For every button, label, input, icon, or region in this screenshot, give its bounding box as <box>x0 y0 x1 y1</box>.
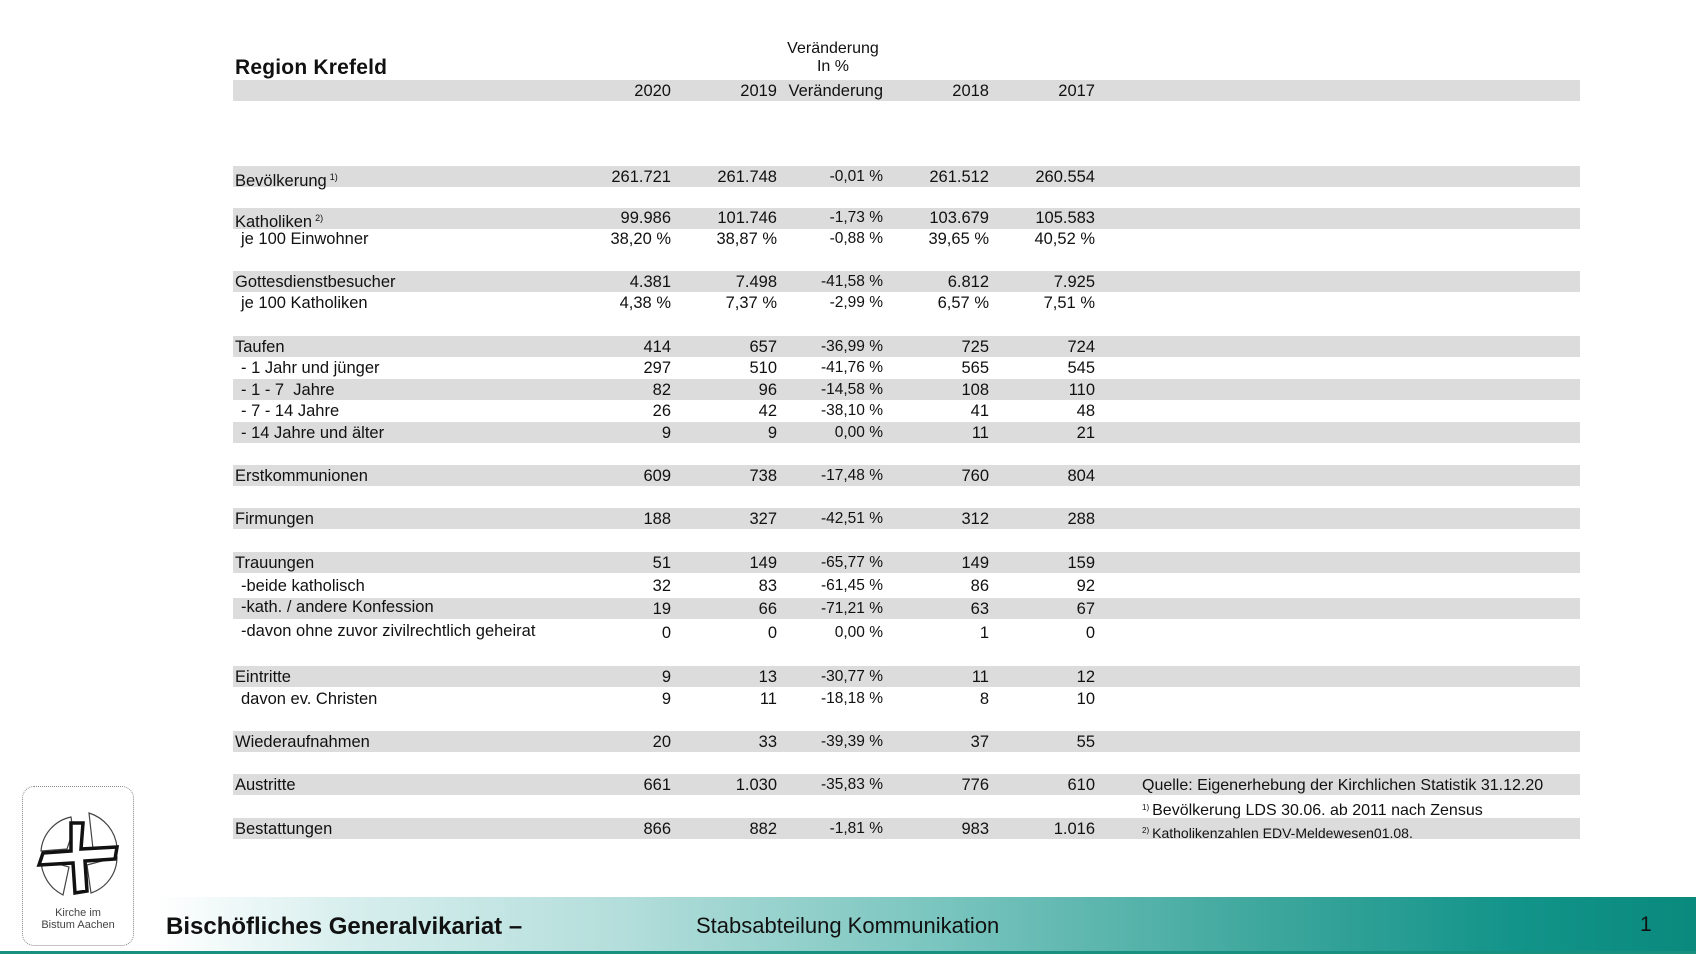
cell-2019: 66 <box>758 600 777 618</box>
cell-2020: 866 <box>643 820 671 838</box>
cell-2019: 738 <box>749 467 777 485</box>
table-row-je-100-einwohner <box>233 228 1580 250</box>
cell-2019: 38,87 % <box>716 230 777 248</box>
logo-caption <box>23 907 133 931</box>
cell-2017: 610 <box>1067 776 1095 794</box>
diocese-logo <box>22 786 134 946</box>
cell-change: -1,73 % <box>829 209 883 226</box>
row-label: je 100 Einwohner <box>241 230 369 248</box>
cell-2020: 99.986 <box>620 209 671 227</box>
row-label: -beide katholisch <box>241 577 365 595</box>
cell-2017: 21 <box>1076 424 1095 442</box>
change-header-line2: In % <box>816 58 849 75</box>
cell-2018: 565 <box>961 359 989 377</box>
cross-circle-logo-icon <box>31 807 127 903</box>
row-label: Firmungen <box>235 510 314 528</box>
cell-2019: 33 <box>758 733 777 751</box>
column-header-row <box>233 80 1580 102</box>
cell-change: -30,77 % <box>820 668 883 685</box>
logo-caption-line2: Bistum Aachen <box>41 919 115 931</box>
row-label: Katholiken $^{2)}$ <box>235 213 324 231</box>
col-header-2019: 2019 <box>740 82 777 100</box>
table-row-taufen-7-14 <box>233 400 1580 422</box>
table-row-je-100-katholiken <box>233 292 1580 314</box>
footnote-2-marker: 2) <box>1142 826 1150 835</box>
cell-change: -65,77 % <box>820 554 883 571</box>
cell-2018: 725 <box>961 338 989 356</box>
cell-2020: 414 <box>643 338 671 356</box>
page-number: 1 <box>1640 913 1652 936</box>
footer-department: Stabsabteilung Kommunikation <box>696 913 1000 938</box>
table-row-gottesdienstbesucher <box>233 271 1580 293</box>
cell-2020: 9 <box>661 690 671 708</box>
cell-2020: 4.381 <box>629 273 671 291</box>
cell-2018: 6.812 <box>947 273 989 291</box>
row-label: davon ev. Christen <box>241 690 378 708</box>
cell-2017: 804 <box>1067 467 1095 485</box>
cell-2020: 297 <box>643 359 671 377</box>
cell-change: -61,45 % <box>820 577 883 594</box>
row-label: Bevölkerung $^{1)}$ <box>235 172 338 190</box>
row-label: Erstkommunionen <box>235 467 368 485</box>
cell-2019: 13 <box>758 668 777 686</box>
row-label: Bestattungen <box>235 820 333 838</box>
cell-2020: 188 <box>643 510 671 528</box>
table-row-taufen-14-plus <box>233 422 1580 444</box>
cell-2017: 40,52 % <box>1034 230 1095 248</box>
footnote-2: $^{2)}$ Katholikenzahlen EDV-Meldewesen01.08. <box>1142 825 1413 841</box>
cell-2018: 760 <box>961 467 989 485</box>
table-row-erstkommunionen <box>233 465 1580 487</box>
cell-2019: 7.498 <box>735 273 777 291</box>
cell-2017: 7,51 % <box>1043 294 1095 312</box>
row-label: Austritte <box>235 776 296 794</box>
cell-change: -41,58 % <box>820 273 883 290</box>
footnote-1-marker: 1) <box>1142 803 1150 812</box>
cell-2018: 6,57 % <box>937 294 989 312</box>
cell-2020: 19 <box>652 600 671 618</box>
cell-2020: 9 <box>661 668 671 686</box>
table-row-ev-christen <box>233 688 1580 710</box>
cell-2019: 7,37 % <box>725 294 777 312</box>
cell-2019: 261.748 <box>717 168 777 186</box>
cell-change: -41,76 % <box>820 359 883 376</box>
cell-2017: 10 <box>1076 690 1095 708</box>
cell-2019: 11 <box>759 690 777 708</box>
table-row-eintritte <box>233 666 1580 688</box>
cell-2020: 661 <box>643 776 671 794</box>
row-label: - 1 - 7 Jahre <box>241 381 335 399</box>
cell-change: -18,18 % <box>820 690 883 707</box>
cell-change: -2,99 % <box>829 294 883 311</box>
table-row-katholiken <box>233 207 1580 229</box>
row-label: Taufen <box>235 338 285 356</box>
cell-2020: 82 <box>652 381 671 399</box>
cell-2017: 67 <box>1076 600 1095 618</box>
cell-2019: 9 <box>767 424 777 442</box>
cell-2018: 312 <box>961 510 989 528</box>
cell-2018: 261.512 <box>929 168 989 186</box>
cell-change: -1,81 % <box>829 820 883 837</box>
cell-2017: 159 <box>1067 554 1095 572</box>
cell-2020: 38,20 % <box>610 230 671 248</box>
cell-change: -17,48 % <box>820 467 883 484</box>
cell-2019: 42 <box>758 402 777 420</box>
cell-2019: 510 <box>749 359 777 377</box>
cell-2020: 26 <box>652 402 671 420</box>
cell-2020: 0 <box>661 624 671 642</box>
change-percent-header <box>760 40 906 76</box>
cell-2020: 261.721 <box>611 168 671 186</box>
cell-2017: 0 <box>1085 624 1095 642</box>
cell-2019: 657 <box>749 338 777 356</box>
table-row-taufen-1-7 <box>233 379 1580 401</box>
cell-2018: 108 <box>961 381 989 399</box>
cell-change: 0,00 % <box>834 424 883 441</box>
cell-2018: 1 <box>979 624 989 642</box>
cell-2018: 149 <box>961 554 989 572</box>
cell-2017: 92 <box>1076 577 1095 595</box>
cell-2017: 724 <box>1067 338 1095 356</box>
source-note: Quelle: Eigenerhebung der Kirchlichen Statistik 31.12.20 <box>1142 777 1544 794</box>
cell-2019: 1.030 <box>735 776 777 794</box>
cell-2018: 103.679 <box>929 209 989 227</box>
cell-2018: 776 <box>961 776 989 794</box>
cell-2017: 288 <box>1067 510 1095 528</box>
cell-2018: 11 <box>971 424 989 442</box>
table-row-trauungen <box>233 552 1580 574</box>
row-label: je 100 Katholiken <box>241 294 368 312</box>
cell-2020: 20 <box>652 733 671 751</box>
cell-2018: 63 <box>970 600 989 618</box>
cell-change: 0,00 % <box>834 624 883 641</box>
cell-2019: 83 <box>758 577 777 595</box>
cell-change: -36,99 % <box>820 338 883 355</box>
table-row-firmungen <box>233 508 1580 530</box>
col-header-2018: 2018 <box>952 82 989 100</box>
cell-change: -14,58 % <box>820 381 883 398</box>
row-label: Eintritte <box>235 668 291 686</box>
footer-organization: Bischöfliches Generalvikariat – <box>166 913 523 940</box>
cell-2020: 51 <box>652 554 671 572</box>
cell-2017: 260.554 <box>1035 168 1095 186</box>
cell-2018: 983 <box>961 820 989 838</box>
cell-change: -38,10 % <box>820 402 883 419</box>
col-header-change: Veränderung <box>788 82 883 100</box>
col-header-2017: 2017 <box>1058 82 1095 100</box>
footnote-marker: 1) <box>329 172 338 182</box>
cell-change: -42,51 % <box>820 510 883 527</box>
table-row-ohne-zivilrechtlich <box>233 622 1580 644</box>
cell-2017: 48 <box>1076 402 1095 420</box>
cell-2020: 4,38 % <box>619 294 671 312</box>
table-row-andere-konfession <box>233 598 1580 620</box>
row-label: -davon ohne zuvor zivilrechtlich geheirat <box>241 622 536 640</box>
cell-2017: 1.016 <box>1053 820 1095 838</box>
cell-2019: 0 <box>767 624 777 642</box>
cell-2019: 149 <box>749 554 777 572</box>
cell-change: -0,01 % <box>829 168 883 185</box>
cell-2019: 882 <box>749 820 777 838</box>
row-label: Wiederaufnahmen <box>235 733 370 751</box>
cell-2019: 327 <box>749 510 777 528</box>
cell-2018: 41 <box>970 402 989 420</box>
row-label: - 14 Jahre und älter <box>241 424 385 442</box>
table-row-beide-katholisch <box>233 575 1580 597</box>
cell-2020: 609 <box>643 467 671 485</box>
cell-2020: 9 <box>661 424 671 442</box>
cell-2018: 11 <box>971 668 989 686</box>
row-label: - 1 Jahr und jünger <box>241 359 380 377</box>
table-row-bevoelkerung <box>233 166 1580 188</box>
footnote-marker: 2) <box>315 213 324 223</box>
cell-change: -71,21 % <box>820 600 883 617</box>
cell-2018: 86 <box>970 577 989 595</box>
table-row-taufen-1-jahr <box>233 357 1580 379</box>
cell-2017: 105.583 <box>1035 209 1095 227</box>
row-label: Gottesdienstbesucher <box>235 273 396 291</box>
cell-2018: 37 <box>970 733 989 751</box>
cell-2017: 12 <box>1076 668 1095 686</box>
cell-2017: 110 <box>1068 381 1095 399</box>
table-row-taufen <box>233 336 1580 358</box>
cell-2017: 55 <box>1076 733 1095 751</box>
cell-change: -35,83 % <box>820 776 883 793</box>
cell-2018: 8 <box>979 690 989 708</box>
row-label: -kath. / andere Konfession <box>241 598 434 616</box>
col-header-2020: 2020 <box>634 82 671 100</box>
change-header-line1: Veränderung <box>787 40 879 57</box>
cell-2019: 101.746 <box>717 209 777 227</box>
cell-2017: 7.925 <box>1053 273 1095 291</box>
row-label: Trauungen <box>235 554 315 572</box>
table-row-wiederaufnahmen <box>233 731 1580 753</box>
logo-caption-line1: Kirche im <box>55 907 101 919</box>
cell-2018: 39,65 % <box>928 230 989 248</box>
cell-2020: 32 <box>652 577 671 595</box>
region-title: Region Krefeld <box>235 56 388 79</box>
cell-2017: 545 <box>1067 359 1095 377</box>
cell-change: -0,88 % <box>829 230 883 247</box>
cell-2019: 96 <box>758 381 777 399</box>
footnote-1: $^{1)}$ Bevölkerung LDS 30.06. ab 2011 nach Zensus <box>1142 802 1483 819</box>
row-label: - 7 - 14 Jahre <box>241 402 340 420</box>
cell-change: -39,39 % <box>820 733 883 750</box>
